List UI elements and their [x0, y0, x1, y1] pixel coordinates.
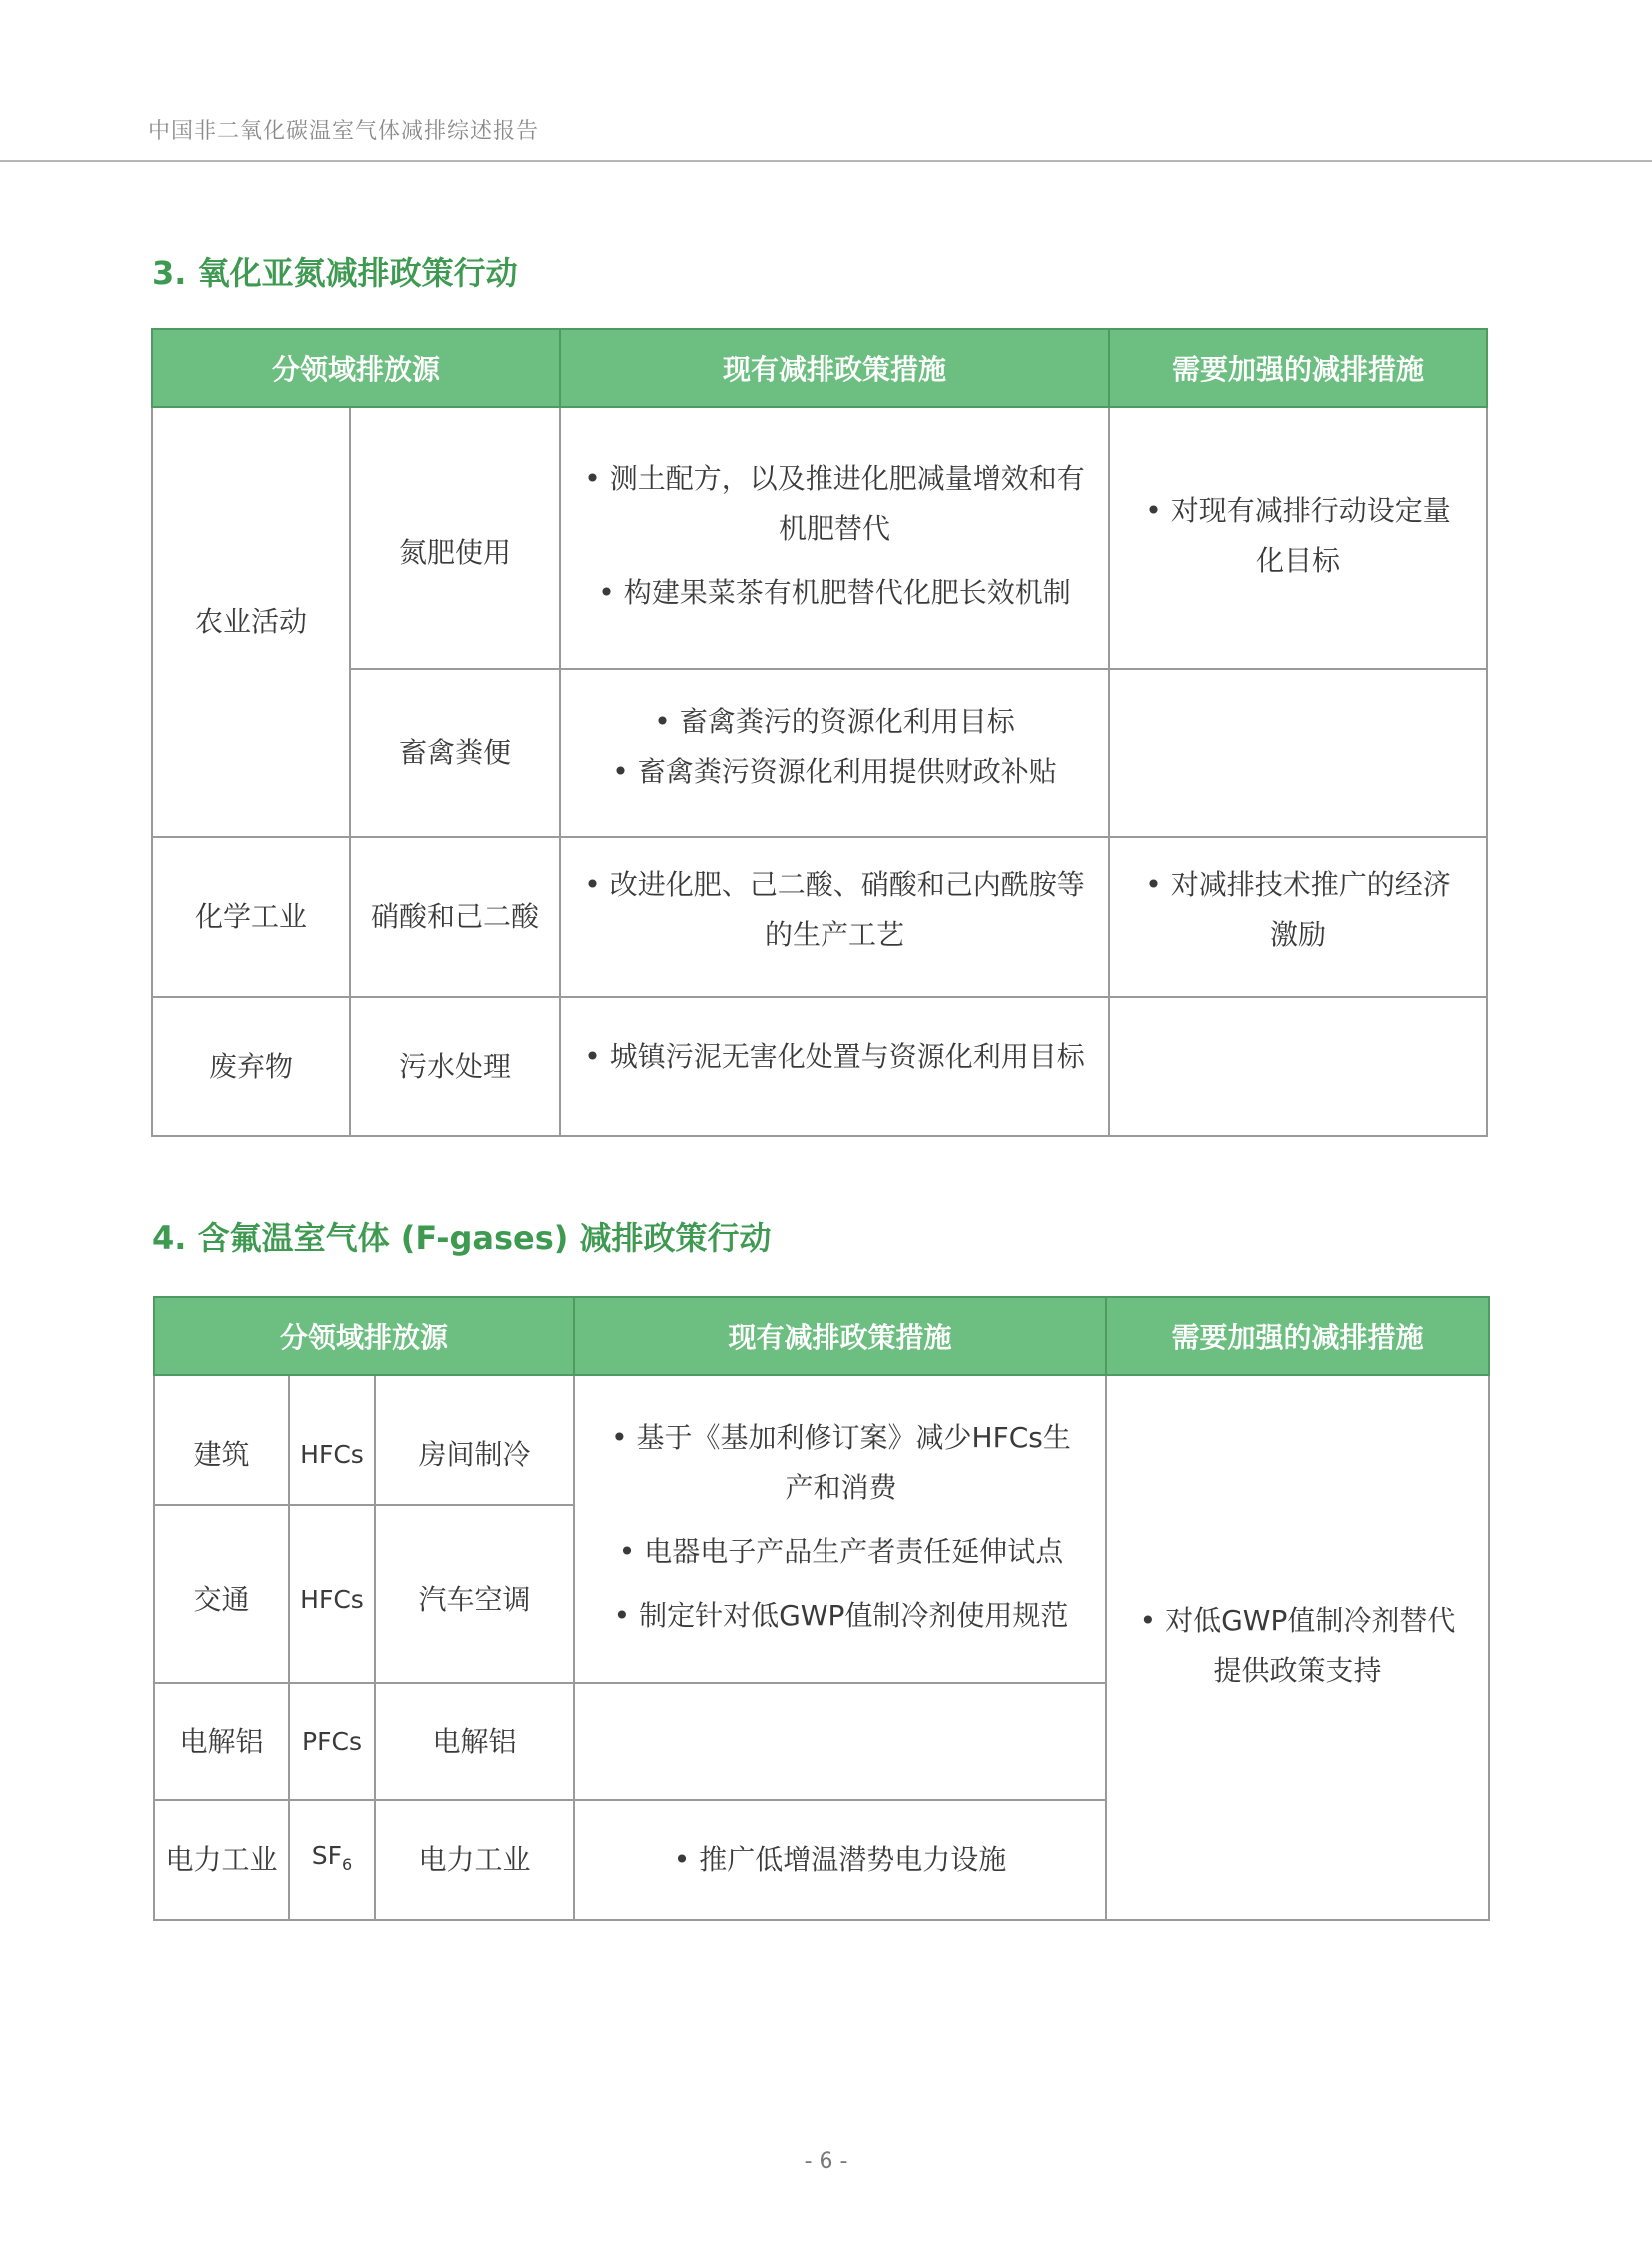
- table-header-row: [152, 329, 1487, 407]
- measure-item: • 对减排技术推广的经济激励: [1145, 868, 1451, 951]
- sector-cell: [154, 1375, 289, 1505]
- section-4-title: 4. 含氟温室气体 (F-gases) 减排政策行动: [152, 1219, 772, 1257]
- measure-item: • 测土配方，以及推进化肥减量增效和有机肥替代: [584, 462, 1085, 545]
- subsource-cell: 电力工业: [375, 1800, 574, 1920]
- header-existing-measures: 现有减排政策措施: [574, 1297, 1106, 1375]
- header-divider: [0, 160, 1652, 162]
- table-row: [152, 669, 1487, 837]
- gas-label: HFCs: [300, 1585, 364, 1614]
- existing-measures-cell: [560, 997, 1109, 1136]
- needed-measures-cell: [1106, 1375, 1489, 1920]
- gas-label: HFCs: [300, 1440, 364, 1469]
- measure-item: • 基于《基加利修订案》减少HFCs生产和消费: [611, 1421, 1071, 1504]
- table-row: [154, 1375, 1489, 1505]
- measure-item: • 对低GWP值制冷剂替代提供政策支持: [1139, 1603, 1456, 1687]
- existing-measures-cell: [574, 1800, 1106, 1920]
- needed-measures-cell: [1109, 669, 1487, 837]
- gas-label: SF: [311, 1840, 343, 1870]
- existing-measures-cell: [574, 1683, 1106, 1800]
- header-needed-measures: 需要加强的减排措施: [1109, 329, 1487, 407]
- gas-cell: PFCs: [289, 1683, 375, 1800]
- table-header-row: [154, 1297, 1489, 1375]
- sector-cell: 电力工业: [154, 1800, 289, 1920]
- header-emission-source: 分领域排放源: [152, 329, 560, 407]
- subsource-cell: [350, 407, 560, 669]
- header-emission-source: 分领域排放源: [154, 1297, 574, 1375]
- needed-measures-cell: [1109, 837, 1487, 997]
- existing-measures-cell: [560, 669, 1109, 837]
- sector-label: 建筑: [193, 1438, 250, 1471]
- sector-cell: 化学工业: [152, 837, 350, 997]
- section-3-title: 3. 氧化亚氮减排政策行动: [152, 254, 518, 292]
- table-row: [152, 407, 1487, 669]
- fgas-policy-table: [153, 1296, 1490, 1921]
- sector-cell: 电解铝: [154, 1683, 289, 1800]
- measure-item: • 城镇污泥无害化处置与资源化利用目标: [584, 1040, 1085, 1073]
- gas-cell: [289, 1375, 375, 1505]
- needed-measures-cell: [1109, 997, 1487, 1136]
- gas-cell: [289, 1800, 375, 1920]
- measure-item: • 对现有减排行动设定量化目标: [1145, 494, 1451, 577]
- measure-item: • 推广低增温潜势电力设施: [673, 1843, 1007, 1876]
- sector-label: 交通: [193, 1583, 250, 1616]
- measure-item: • 构建果菜茶有机肥替代化肥长效机制: [598, 576, 1071, 609]
- n2o-policy-table: [151, 328, 1488, 1137]
- measure-item: • 电器电子产品生产者责任延伸试点: [618, 1535, 1064, 1568]
- header-existing-measures: 现有减排政策措施: [560, 329, 1109, 407]
- subsource-cell: 畜禽粪便: [350, 669, 560, 837]
- gas-cell: [289, 1505, 375, 1683]
- measure-item: • 改进化肥、己二酸、硝酸和己内酰胺等的生产工艺: [584, 868, 1085, 951]
- subsource-label: 汽车空调: [418, 1583, 531, 1616]
- header-needed-measures: 需要加强的减排措施: [1106, 1297, 1489, 1375]
- table-row: [152, 837, 1487, 997]
- existing-measures-cell: [560, 837, 1109, 997]
- subsource-cell: [375, 1375, 574, 1505]
- existing-measures-cell: [560, 407, 1109, 669]
- measure-item: • 制定针对低GWP值制冷剂使用规范: [613, 1599, 1069, 1632]
- subsource-cell: 电解铝: [375, 1683, 574, 1800]
- measure-item: • 畜禽粪污资源化利用提供财政补贴: [612, 755, 1057, 788]
- table-row: [152, 997, 1487, 1136]
- sector-cell: 农业活动: [152, 407, 350, 837]
- subsource-cell: [375, 1505, 574, 1683]
- subsource-label: 房间制冷: [418, 1438, 531, 1471]
- needed-measures-cell: [1109, 407, 1487, 669]
- measure-item: • 畜禽粪污的资源化利用目标: [654, 705, 1015, 738]
- subsource-cell: 硝酸和己二酸: [350, 837, 560, 997]
- existing-measures-cell: [574, 1375, 1106, 1683]
- document-header-title: 中国非二氧化碳温室气体减排综述报告: [148, 119, 540, 144]
- sector-cell: [154, 1505, 289, 1683]
- subsource-label: 氮肥使用: [399, 536, 512, 569]
- gas-subscript: 6: [342, 1854, 353, 1874]
- page-number: - 6 -: [804, 2149, 848, 2174]
- subsource-cell: 污水处理: [350, 997, 560, 1136]
- sector-cell: 废弃物: [152, 997, 350, 1136]
